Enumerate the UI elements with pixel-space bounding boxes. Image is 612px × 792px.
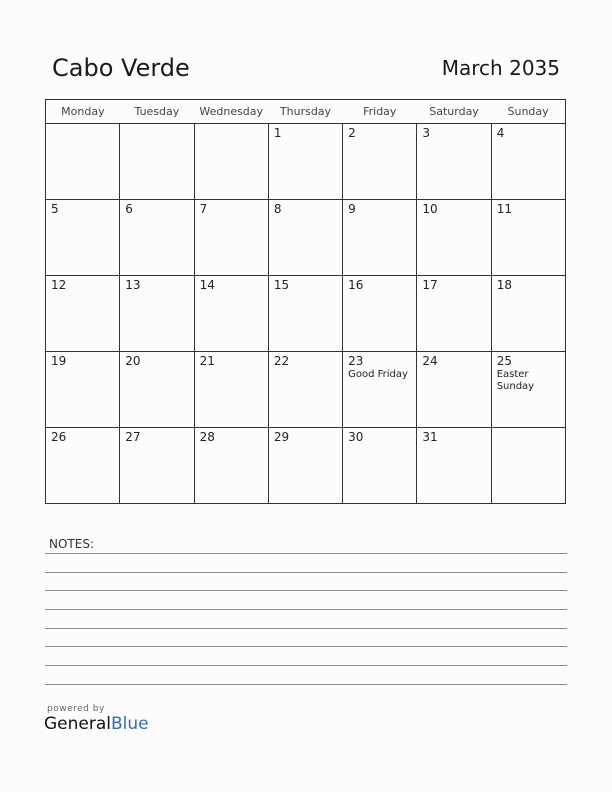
generalblue-logo [44, 704, 149, 734]
day-number: 30 [348, 430, 364, 444]
day-number: 23 [348, 354, 364, 368]
calendar-day-cell [268, 276, 342, 352]
calendar-day-cell [268, 200, 342, 276]
calendar-day-cell [194, 200, 268, 276]
calendar-week-row [46, 428, 566, 504]
day-number: 21 [199, 354, 215, 368]
calendar-day-cell [417, 428, 491, 504]
day-number: 18 [496, 278, 512, 292]
note-line [45, 572, 567, 573]
day-number: 17 [422, 278, 438, 292]
calendar-day-cell [120, 352, 194, 428]
calendar-day-cell [120, 124, 194, 200]
weekday-header-row [46, 100, 566, 124]
calendar-day-cell [194, 428, 268, 504]
calendar-day-cell [417, 276, 491, 352]
calendar-day-cell [194, 352, 268, 428]
day-number: 29 [273, 430, 290, 444]
weekday-header: Sunday [491, 100, 565, 124]
day-number: 8 [273, 202, 282, 216]
day-number: 28 [199, 430, 215, 444]
day-number: 6 [125, 202, 133, 216]
weekday-header: Wednesday [194, 100, 268, 124]
calendar-day-cell [417, 352, 491, 428]
calendar-day-cell [491, 276, 565, 352]
calendar-week-row [46, 200, 566, 276]
note-line [45, 646, 567, 647]
weekday-header: Saturday [417, 100, 491, 124]
brand-name [44, 714, 149, 734]
holiday-label: Easter Sunday [496, 369, 535, 392]
day-number: 27 [125, 430, 141, 444]
day-number: 15 [273, 278, 290, 292]
day-number: 22 [273, 354, 290, 368]
calendar-day-cell [491, 352, 565, 428]
weekday-header: Thursday [268, 100, 342, 124]
day-number: 31 [422, 430, 438, 444]
day-number: 4 [496, 126, 505, 140]
day-number: 1 [273, 126, 282, 140]
day-number: 10 [422, 202, 438, 216]
holiday-label: Good Friday [348, 369, 408, 380]
calendar-day-cell [46, 352, 120, 428]
calendar-day-cell [491, 200, 565, 276]
calendar-week-row [46, 352, 566, 428]
note-line [45, 609, 567, 610]
day-number: 26 [51, 430, 67, 444]
day-number: 19 [51, 354, 67, 368]
day-number: 20 [125, 354, 141, 368]
day-number: 3 [422, 126, 431, 140]
day-number: 7 [199, 202, 208, 216]
calendar-day-cell [46, 276, 120, 352]
calendar-day-cell [120, 428, 194, 504]
weekday-header: Friday [343, 100, 417, 124]
day-number: 11 [496, 202, 512, 216]
calendar-day-cell [194, 124, 268, 200]
calendar-day-cell [343, 124, 417, 200]
note-line [45, 684, 567, 685]
weekday-header: Tuesday [120, 100, 194, 124]
note-line [45, 628, 567, 629]
day-number: 9 [348, 202, 356, 216]
calendar-day-cell [46, 124, 120, 200]
calendar-day-cell [491, 428, 565, 504]
note-line [45, 665, 567, 666]
brand-general: General [44, 714, 111, 734]
calendar-day-cell [417, 124, 491, 200]
day-number: 5 [51, 202, 59, 216]
calendar-day-cell [120, 276, 194, 352]
powered-by-text: powered by [47, 704, 105, 714]
calendar-day-cell [268, 428, 342, 504]
calendar-day-cell [343, 200, 417, 276]
weekday-header: Monday [46, 100, 120, 124]
brand-blue: Blue [111, 714, 149, 734]
calendar-day-cell [268, 352, 342, 428]
day-number: 2 [348, 126, 356, 140]
calendar-day-cell [46, 428, 120, 504]
calendar-day-cell [268, 124, 342, 200]
calendar-day-cell [343, 428, 417, 504]
calendar-day-cell [343, 352, 417, 428]
note-line [45, 553, 567, 554]
calendar-day-cell [120, 200, 194, 276]
day-number: 12 [51, 278, 67, 292]
notes-label: NOTES: [49, 537, 94, 551]
calendar-week-row [46, 276, 566, 352]
day-number: 24 [422, 354, 438, 368]
day-number: 16 [348, 278, 364, 292]
calendar-day-cell [343, 276, 417, 352]
calendar-day-cell [491, 124, 565, 200]
day-number: 25 [496, 354, 512, 368]
calendar-day-cell [46, 200, 120, 276]
day-number: 13 [125, 278, 141, 292]
day-number: 14 [199, 278, 215, 292]
calendar-body [46, 124, 566, 504]
calendar-week-row [46, 124, 566, 200]
calendar-day-cell [194, 276, 268, 352]
note-line [45, 590, 567, 591]
calendar-day-cell [417, 200, 491, 276]
calendar-country-title: Cabo Verde [52, 54, 190, 82]
calendar-month-year: March 2035 [441, 56, 560, 80]
calendar-grid [45, 99, 566, 504]
